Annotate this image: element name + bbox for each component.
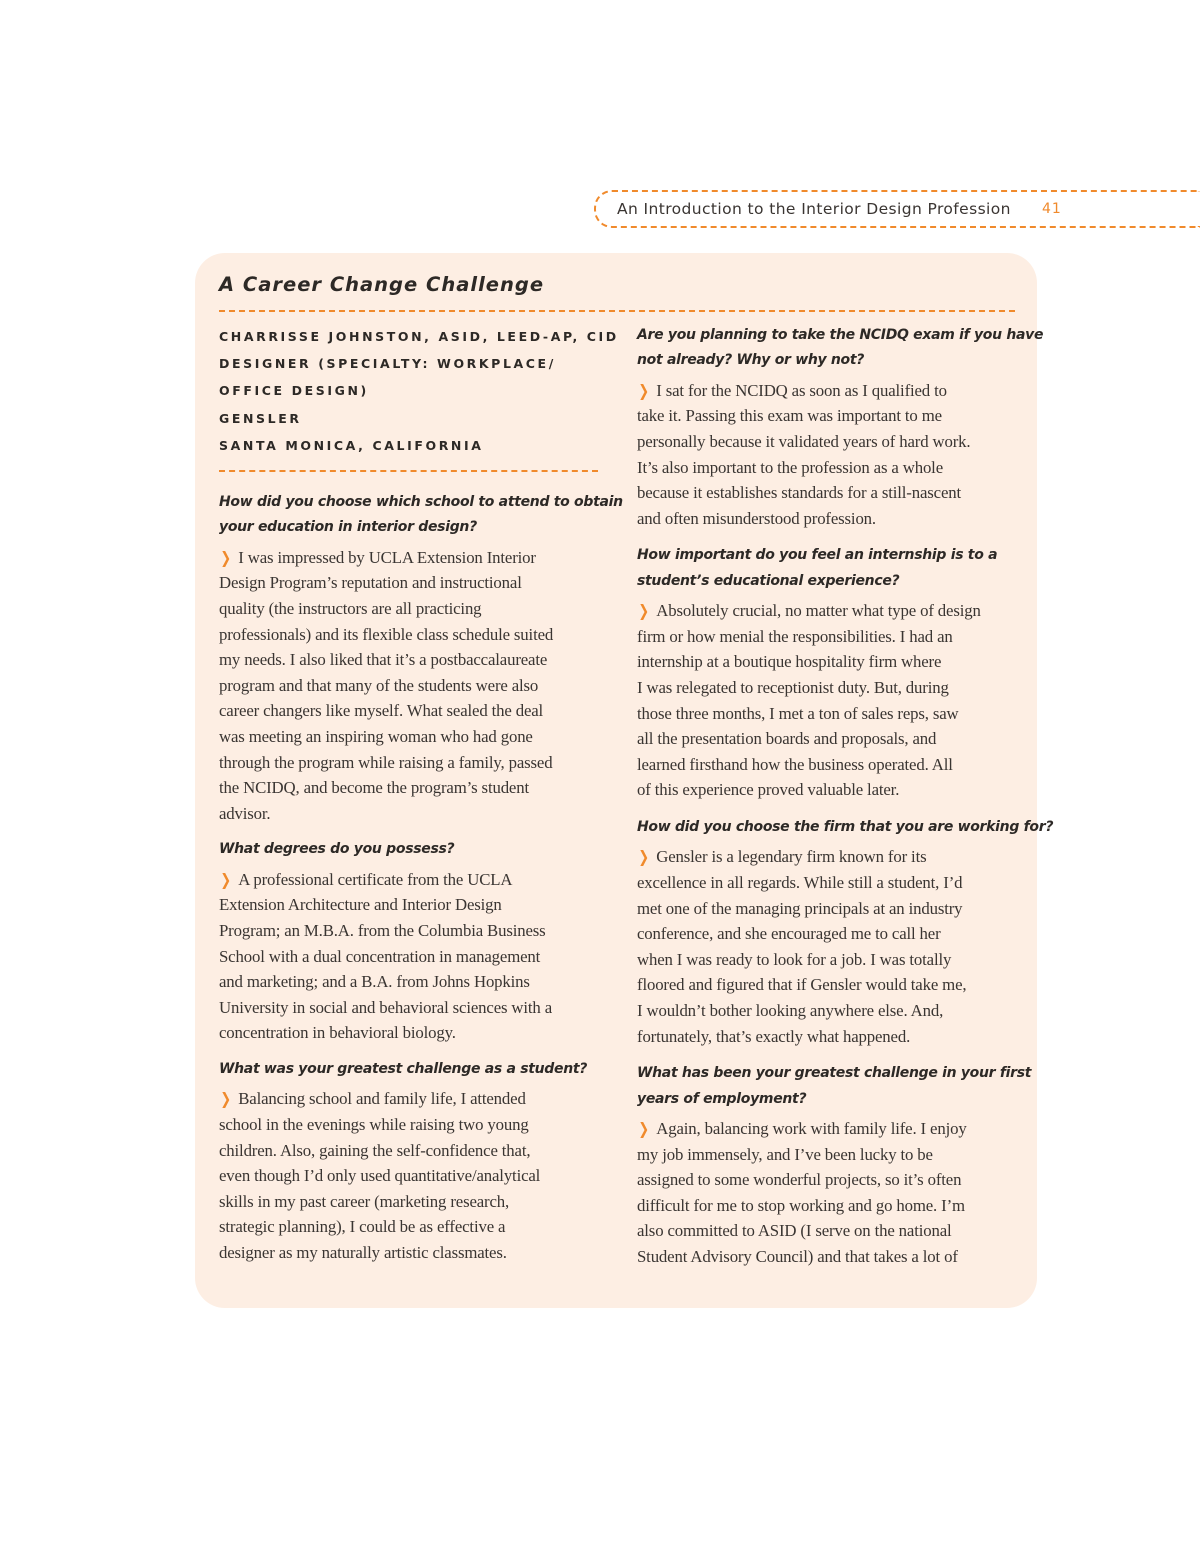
answer-line: of this experience proved valuable later. [637,780,900,800]
answer-line: difficult for me to stop working and go home. I’m [637,1195,965,1215]
question-line: What has been your greatest challenge in your first [637,1065,1032,1082]
answer-line [637,844,1019,870]
bio-role: DESIGNER (SPECIALTY: WORKPLACE/ [219,356,556,372]
answer-line: strategic planning), I could be as effective a [219,1217,506,1237]
qa-item [637,323,1044,531]
answer-line: when I was ready to look for a job. I was totally [637,949,952,969]
question-line: years of employment? [637,1090,807,1107]
answer-line: met one of the managing principals at an industry [637,898,963,918]
answer-line: assigned to some wonderful projects, so it’s often [637,1170,962,1190]
answer-line: through the program while raising a family, passed [219,752,553,772]
answer-line: program and that many of the students were also [219,675,539,695]
answer-line: Program; an M.B.A. from the Columbia Business [219,920,546,940]
qa-item [219,490,623,826]
left-column [219,323,623,1265]
interview-question [637,815,1054,840]
interview-question [637,1061,1032,1112]
left-qa-list [219,490,623,1265]
bio-role-cont: OFFICE DESIGN) [219,383,369,399]
interview-question [637,543,1019,594]
chevron-right-icon: ❯ [638,1118,649,1138]
interview-answer [637,844,1019,1049]
answer-line: It’s also important to the profession as a whole [637,457,943,477]
answer-line: skills in my past career (marketing research, [219,1191,510,1211]
interview-answer [219,867,604,1046]
answer-line: designer as my naturally artistic classmates. [219,1242,507,1262]
chevron-right-icon: ❯ [638,601,649,621]
answer-line [219,545,604,571]
interview-answer [219,1086,604,1265]
question-line: student’s educational experience? [637,572,900,589]
interview-answer [637,598,1019,803]
question-line: your education in interior design? [219,519,477,536]
answer-line: children. Also, gaining the self-confidence that, [219,1140,531,1160]
answer-text: A professional certificate from the UCLA [238,869,513,889]
answer-line [637,1116,1019,1142]
answer-line: even though I’d only used quantitative/analytical [219,1166,541,1186]
answer-line: floored and figured that if Gensler would take me, [637,975,967,995]
interview-answer [219,545,604,827]
question-line: Are you planning to take the NCIDQ exam if you have [637,327,1044,343]
answer-line: the NCIDQ, and become the program’s student [219,778,529,798]
answer-line: and often misunderstood profession. [637,508,876,528]
answer-line: University in social and behavioral sciences with a [219,997,552,1017]
answer-line: take it. Passing this exam was important to me [637,406,942,426]
qa-item [219,1057,604,1266]
answer-line: my needs. I also liked that it’s a postbaccalaureate [219,650,548,670]
answer-line: because it establishes standards for a still-nascent [637,483,961,503]
answer-line: was meeting an inspiring woman who had gone [219,726,533,746]
answer-line [219,1086,604,1112]
answer-text: Absolutely crucial, no matter what type of design [656,601,981,621]
question-line: How did you choose which school to attend to obtain [219,494,623,511]
interview-question [219,1057,604,1082]
answer-text: I sat for the NCIDQ as soon as I qualified to [656,380,947,400]
title-divider [219,310,1015,312]
running-header-title: An Introduction to the Interior Design Profession [617,200,1011,218]
qa-item [637,815,1054,1049]
answer-line: advisor. [219,803,271,823]
answer-text: Again, balancing work with family life. I enjoy [656,1118,967,1138]
answer-line: personally because it validated years of hard work. [637,432,971,451]
answer-line: firm or how menial the responsibilities. I had an [637,626,953,646]
interview-question [219,490,623,541]
answer-line: I was relegated to receptionist duty. But, during [637,677,949,697]
bio-divider [219,470,598,472]
question-line: How important do you feel an internship is to a [637,547,998,564]
answer-line: quality (the instructors are all practicing [219,599,482,619]
answer-line [637,598,1019,624]
question-line: What was your greatest challenge as a student? [219,1060,588,1077]
qa-item [219,837,604,1046]
bio-firm: GENSLER [219,410,302,426]
answer-line: school in the evenings while raising two young [219,1114,529,1134]
answer-line: I wouldn’t bother looking anywhere else. And, [637,1000,944,1020]
answer-line [637,378,1019,404]
qa-item [637,543,1019,803]
sidebar-box [195,253,1054,1308]
answer-line: concentration in behavioral biology. [219,1023,456,1043]
answer-line: professionals) and its flexible class schedule suited [219,624,554,644]
answer-line: internship at a boutique hospitality firm where [637,652,942,672]
answer-line: Student Advisory Council) and that takes a lot of [637,1246,958,1266]
question-line: not already? Why or why not? [637,352,865,369]
answer-line: Extension Architecture and Interior Design [219,895,502,915]
question-line: What degrees do you possess? [219,841,455,858]
interview-answer [637,1116,1019,1270]
question-line: How did you choose the firm that you are working for? [637,818,1054,835]
answer-line: all the presentation boards and proposals, and [637,729,937,749]
answer-text: I was impressed by UCLA Extension Interior [238,547,536,567]
chevron-right-icon: ❯ [220,1089,231,1109]
interview-answer [637,378,1019,532]
answer-line: my job immensely, and I’ve been lucky to be [637,1144,933,1164]
right-qa-list [637,323,1054,1269]
answer-line: learned firsthand how the business operated. All [637,754,953,774]
chevron-right-icon: ❯ [220,547,231,567]
answer-line: also committed to ASID (I serve on the national [637,1221,952,1241]
answer-line: Design Program’s reputation and instructional [219,573,522,593]
answer-text: Balancing school and family life, I attended [238,1089,526,1109]
bio-location: SANTA MONICA, CALIFORNIA [219,437,484,453]
answer-line: fortunately, that’s exactly what happened. [637,1026,911,1046]
answer-line [219,867,604,893]
answer-line: those three months, I met a ton of sales reps, saw [637,703,959,723]
chevron-right-icon: ❯ [638,380,649,400]
interview-question [219,837,604,862]
bio-name: CHARRISSE JOHNSTON, ASID, LEED-AP, CID [219,329,619,344]
answer-line: conference, and she encouraged me to call her [637,924,941,944]
page-number: 41 [1042,201,1062,217]
chevron-right-icon: ❯ [638,847,649,867]
answer-text: Gensler is a legendary firm known for its [656,847,927,867]
answer-line: and marketing; and a B.A. from Johns Hopkins [219,972,530,992]
running-header [594,190,1200,228]
interview-question [637,323,1044,374]
right-column [637,323,1054,1269]
answer-line: School with a dual concentration in management [219,946,541,966]
qa-item [637,1061,1032,1269]
answer-line: career changers like myself. What sealed the deal [219,701,544,721]
answer-line: excellence in all regards. While still a student, I’d [637,872,963,892]
bio-block [219,323,619,459]
sidebar-title: A Career Change Challenge [219,273,545,296]
chevron-right-icon: ❯ [220,869,231,889]
